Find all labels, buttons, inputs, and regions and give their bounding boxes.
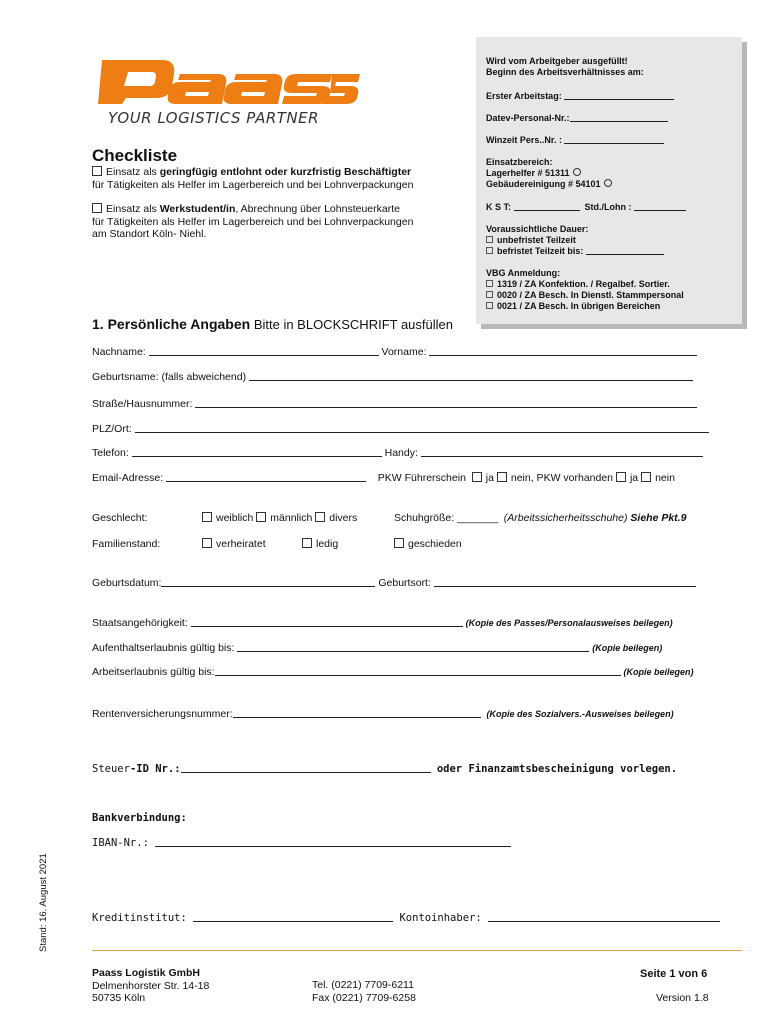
geburtsname-field[interactable]: [249, 380, 693, 381]
row-strasse: Straße/Hausnummer:: [92, 398, 697, 410]
handy-field[interactable]: [421, 456, 703, 457]
geschieden-checkbox[interactable]: [394, 538, 404, 548]
row-steuer-id: Steuer-ID Nr.: oder Finanzamtsbescheinigung vorlegen.: [92, 763, 678, 775]
row-geburtsname: Geburtsname: (falls abweichend): [92, 371, 693, 383]
std-lohn-field[interactable]: [634, 210, 686, 211]
ledig-option: ledig: [302, 538, 338, 550]
geringfuegig-checkbox[interactable]: [92, 166, 102, 176]
datev-field[interactable]: [570, 121, 668, 122]
winzeit-field[interactable]: [564, 143, 664, 144]
erster-arbeitstag-field[interactable]: [564, 99, 674, 100]
unbefristet-checkbox[interactable]: [486, 236, 493, 243]
email-field[interactable]: [166, 481, 366, 482]
option-werkstudent: Einsatz als Werkstudent/in, Abrechnung über Lohnsteuerkarte für Tätigkeiten als Helfer im Lagerbereich und bei Lohnverpackungen am Standort Köln- Niehl.: [92, 203, 414, 240]
footer-divider: [92, 950, 742, 951]
vbg-0020-checkbox[interactable]: [486, 291, 493, 298]
side-date-stamp: Stand: 16. August 2021: [38, 853, 49, 952]
row-iban: IBAN-Nr.:: [92, 837, 511, 849]
nachname-field[interactable]: [149, 355, 379, 356]
row-geburtsdatum: Geburtsdatum: Geburtsort:: [92, 577, 696, 589]
row-staat: Staatsangehörigkeit: (Kopie des Passes/Personalausweises beilegen): [92, 617, 673, 629]
row-rente: Rentenversicherungsnummer: (Kopie des Sozialvers.-Ausweises beilegen): [92, 708, 674, 720]
row-familienstand: Familienstand:: [92, 538, 161, 550]
kontoinhaber-field[interactable]: [488, 921, 720, 922]
panel-heading: Wird vom Arbeitgeber ausgefüllt!: [486, 56, 628, 66]
pkw-nein-checkbox[interactable]: [497, 472, 507, 482]
staatsangehoerigkeit-field[interactable]: [191, 626, 463, 627]
befristet-field[interactable]: [586, 254, 664, 255]
pkw-ja-checkbox[interactable]: [472, 472, 482, 482]
geburtsdatum-field[interactable]: [161, 586, 375, 587]
footer-address: Paass Logistik GmbH Delmenhorster Str. 14-18 50735 Köln: [92, 967, 210, 1004]
row-geschlecht: Geschlecht:: [92, 512, 148, 524]
werkstudent-checkbox[interactable]: [92, 203, 102, 213]
arbeitserlaubnis-field[interactable]: [215, 675, 621, 676]
row-telefon: Telefon: Handy:: [92, 447, 703, 459]
geschlecht-options: weiblich männlich divers: [202, 512, 357, 524]
option-geringfuegig: Einsatz als geringfügig entlohnt oder kurzfristig Beschäftigter für Tätigkeiten als Helfer im Lagerbereich und bei Lohnverpackungen: [92, 166, 414, 191]
version-label: Version 1.8: [656, 992, 709, 1004]
employer-panel: Wird vom Arbeitgeber ausgefüllt! Beginn des Arbeitsverhältnisses am: Erster Arbeitstag: Datev-Personal-Nr.: Winzeit Pers..Nr. : Einsatzbereich: Lagerhelfer # 51311 Gebäudereinigung # 54101 K S T: Std./Lohn : Voraussichtliche Dauer: unbefristet Teilzeit befristet Teilzeit bis: VBG Anmeldung: 1319 / ZA Konfektion. / Regalbef. Sortier. 0020 / ZA Besch. In Dienstl. Stammpersonal 0021 / ZA Besch. In übrigen Bereichen: [476, 37, 742, 324]
divers-checkbox[interactable]: [315, 512, 325, 522]
ledig-checkbox[interactable]: [302, 538, 312, 548]
befristet-checkbox[interactable]: [486, 247, 493, 254]
verheiratet-checkbox[interactable]: [202, 538, 212, 548]
verheiratet-option: verheiratet: [202, 538, 266, 550]
page-number: Seite 1 von 6: [640, 968, 708, 980]
strasse-field[interactable]: [195, 407, 697, 408]
section-personal-title: 1. Persönliche Angaben Bitte in BLOCKSCHRIFT ausfüllen: [92, 316, 453, 332]
schuhgroesse-field[interactable]: Schuhgröße: _______: [394, 512, 498, 524]
panel-subheading: Beginn des Arbeitsverhältnisses am:: [486, 67, 644, 77]
vorname-field[interactable]: [429, 355, 697, 356]
rentenversicherung-field[interactable]: [233, 717, 481, 718]
bank-heading: Bankverbindung:: [92, 812, 187, 824]
vbg-1319-checkbox[interactable]: [486, 280, 493, 287]
pkw-vorhanden-ja-checkbox[interactable]: [616, 472, 626, 482]
gebaeude-radio[interactable]: [604, 179, 612, 187]
kreditinstitut-field[interactable]: [193, 921, 393, 922]
row-plz: PLZ/Ort:: [92, 423, 709, 435]
row-email: Email-Adresse: PKW Führerschein ja nein, PKW vorhanden ja nein: [92, 472, 675, 484]
page-title: Checkliste: [92, 146, 178, 165]
iban-field[interactable]: [155, 846, 511, 847]
kst-field[interactable]: [514, 210, 580, 211]
lagerhelfer-radio[interactable]: [573, 168, 581, 176]
maennlich-checkbox[interactable]: [256, 512, 266, 522]
row-kredit: Kreditinstitut: Kontoinhaber:: [92, 912, 720, 924]
geschieden-option: geschieden: [394, 538, 462, 550]
steuer-id-field[interactable]: [181, 772, 431, 773]
schuhgroesse-row: Schuhgröße: _______ (Arbeitssicherheitsschuhe) Siehe Pkt.9: [394, 512, 687, 524]
row-aufenthalt: Aufenthaltserlaubnis gültig bis: (Kopie beilegen): [92, 642, 663, 654]
pkw-vorhanden-nein-checkbox[interactable]: [641, 472, 651, 482]
plz-ort-field[interactable]: [135, 432, 709, 433]
row-name: Nachname: Vorname:: [92, 346, 697, 358]
logo-tagline: YOUR LOGISTICS PARTNER: [108, 109, 320, 127]
aufenthaltserlaubnis-field[interactable]: [237, 651, 589, 652]
vbg-0021-checkbox[interactable]: [486, 302, 493, 309]
footer-contact: Tel. (0221) 7709-6211 Fax (0221) 7709-6258: [312, 979, 416, 1004]
weiblich-checkbox[interactable]: [202, 512, 212, 522]
row-arbeit: Arbeitserlaubnis gültig bis: (Kopie beilegen): [92, 666, 694, 678]
telefon-field[interactable]: [132, 456, 382, 457]
geburtsort-field[interactable]: [434, 586, 696, 587]
